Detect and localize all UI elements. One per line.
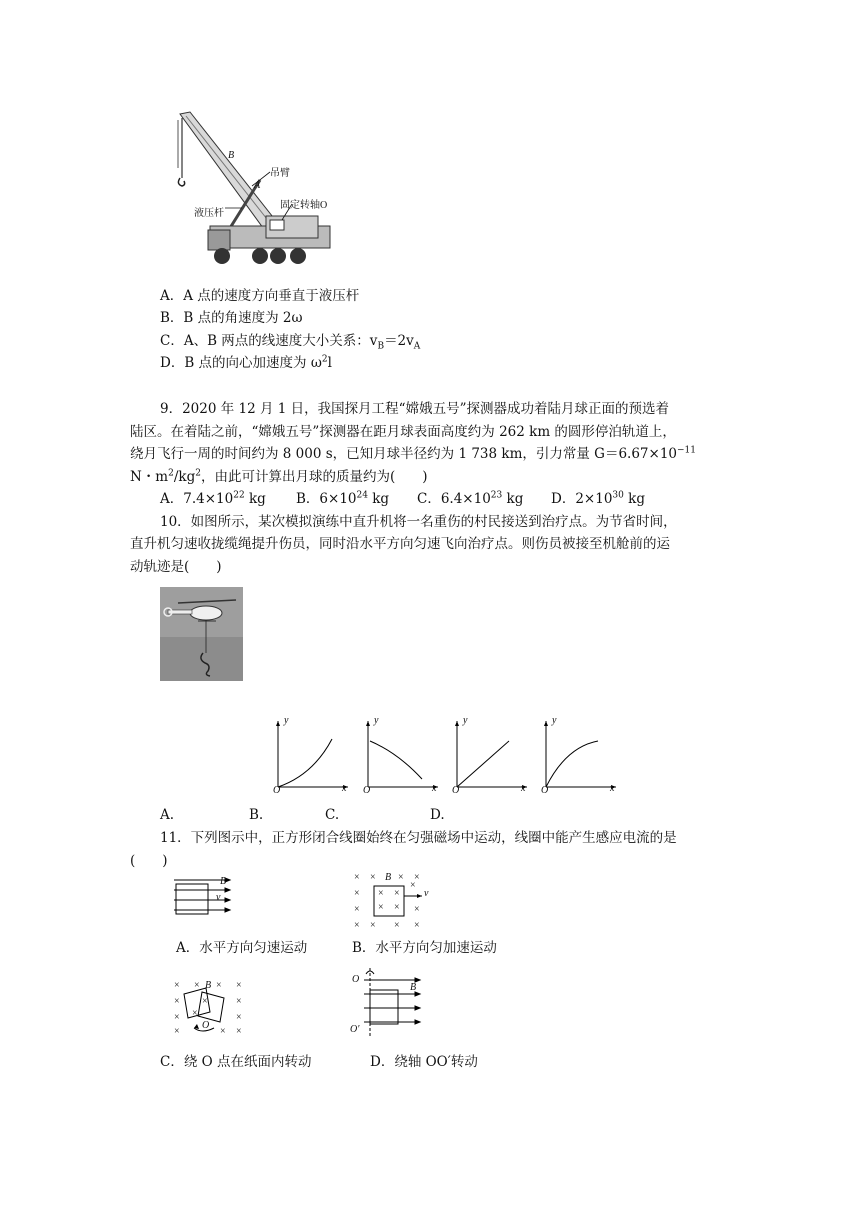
fig-b-cross: × xyxy=(378,888,384,899)
coil-figure-b xyxy=(350,870,440,932)
fig-c-cross: × xyxy=(236,1012,242,1023)
trajectory-graph-b xyxy=(358,715,442,799)
trajectory-graph-c xyxy=(447,715,531,799)
fig-c-cross: × xyxy=(236,1026,242,1037)
q9-option-d: D．$2\times 10^{30}$ kg xyxy=(551,490,645,507)
fig-c-cross: × xyxy=(174,1012,180,1023)
q11-line-1: 11．下列图示中，正方形闭合线圈始终在匀强磁场中运动，线圈中能产生感应电流的是 xyxy=(160,830,677,846)
q10-line-1: 10．如图所示，某次模拟演练中直升机将一名重伤的村民接送到治疗点。为节省时间， xyxy=(160,514,677,530)
q11-option-d: D．绕轴 OO′转动 xyxy=(370,1054,478,1070)
graph-b-origin: O xyxy=(363,785,371,796)
trajectory-graph-a xyxy=(268,715,352,799)
fig-a-b-label: B xyxy=(220,876,227,887)
fig-b-cross: × xyxy=(398,872,404,883)
coil-figure-d xyxy=(350,966,430,1040)
fig-c-cross: × xyxy=(174,980,180,991)
fig-c-b-label: B xyxy=(205,980,212,991)
graph-a-y-label: y xyxy=(284,715,289,726)
fig-b-cross: × xyxy=(354,920,360,931)
fig-b-cross: × xyxy=(370,920,376,931)
crane-figure xyxy=(170,108,345,273)
q11-option-c: C．绕 O 点在纸面内转动 xyxy=(160,1054,312,1070)
q9-line-1: 9．2020 年 12 月 1 日，我国探月工程“嫦娥五号”探测器成功着陆月球正面的预选着 xyxy=(160,401,669,417)
graph-b-x-label: x xyxy=(432,783,437,794)
fig-c-cross: × xyxy=(236,980,242,991)
fig-c-cross: × xyxy=(194,980,200,991)
fig-b-cross: × xyxy=(410,880,416,891)
crane-label-rod: 液压杆 xyxy=(194,208,224,219)
fig-a-v-label: v xyxy=(216,892,221,903)
fig-c-cross: × xyxy=(216,980,222,991)
crane-label-b: B xyxy=(228,150,235,161)
q8-option-a: A．A 点的速度方向垂直于液压杆 xyxy=(160,288,360,304)
fig-b-cross: × xyxy=(370,872,376,883)
q11-option-b: B．水平方向匀加速运动 xyxy=(352,940,497,956)
coil-figure-a xyxy=(170,872,240,922)
fig-c-cross: × xyxy=(236,996,242,1007)
q8-option-b: B．B 点的角速度为 2ω xyxy=(160,310,303,326)
q10-option-a-label: A. xyxy=(160,807,175,823)
graph-a-origin: O xyxy=(273,785,281,796)
fig-b-cross: × xyxy=(378,902,384,913)
fig-b-cross: × xyxy=(354,888,360,899)
fig-b-cross: × xyxy=(414,904,420,915)
graph-d-origin: O xyxy=(541,785,549,796)
fig-d-o-label: O xyxy=(352,974,360,985)
fig-b-cross: × xyxy=(394,920,400,931)
q10-line-3: 动轨迹是( ) xyxy=(130,559,222,575)
q10-option-c-label: C. xyxy=(325,807,340,823)
fig-d-b-label: B xyxy=(410,982,417,993)
fig-c-cross: × xyxy=(192,1008,198,1019)
graph-c-x-label: x xyxy=(521,783,526,794)
fig-b-cross: × xyxy=(354,872,360,883)
fig-b-cross: × xyxy=(414,920,420,931)
fig-c-o-label: O xyxy=(202,1020,210,1031)
coil-figure-c xyxy=(172,978,252,1040)
trajectory-graph-d xyxy=(536,715,620,799)
graph-a-x-label: x xyxy=(342,783,347,794)
fig-b-cross: × xyxy=(394,902,400,913)
graph-b-y-label: y xyxy=(374,715,379,726)
helicopter-image xyxy=(160,587,243,681)
fig-c-cross: × xyxy=(174,996,180,1007)
helicopter-drawing xyxy=(160,587,243,681)
fig-b-v-label: v xyxy=(424,888,429,899)
graph-c-origin: O xyxy=(452,785,460,796)
q9-option-c: C．$6.4\times 10^{23}$ kg xyxy=(417,490,524,507)
fig-d-o2-label: O′ xyxy=(350,1024,360,1035)
crane-label-a: A xyxy=(254,180,261,191)
q11-line-2: ( ) xyxy=(130,853,168,869)
q8-option-c: C．A、B 两点的线速度大小关系：$v_B=2v_A$ xyxy=(160,333,421,352)
q11-option-a: A．水平方向匀速运动 xyxy=(176,940,308,956)
fig-b-cross: × xyxy=(394,888,400,899)
graph-d-x-label: x xyxy=(610,783,615,794)
crane-label-boom: 吊臂 xyxy=(270,168,290,179)
q9-line-4: N・$m^2/kg^2$，由此可计算出月球的质量约为( ) xyxy=(130,468,428,485)
q9-option-b: B．$6\times 10^{24}$ kg xyxy=(296,490,390,507)
q9-line-3: 绕月飞行一周的时间约为 8 000 s，已知月球半径约为 1 738 km，引力常量 $G=6.67\times 10^{-11}$ xyxy=(130,445,696,462)
q9-line-2: 陆区。在着陆之前，“嫦娥五号”探测器在距月球表面高度约为 262 km 的圆形停泊轨道上， xyxy=(130,424,676,440)
q10-option-d-label: D. xyxy=(430,807,445,823)
graph-d-y-label: y xyxy=(552,715,557,726)
fig-b-cross: × xyxy=(354,904,360,915)
crane-label-axis: 固定转轴O xyxy=(280,200,328,211)
fig-b-b-label: B xyxy=(385,872,392,883)
fig-c-cross: × xyxy=(202,996,208,1007)
q10-option-b-label: B. xyxy=(249,807,264,823)
graph-c-y-label: y xyxy=(463,715,468,726)
q10-line-2: 直升机匀速收拢缆绳提升伤员，同时沿水平方向匀速飞向治疗点。则伤员被接至机舱前的运 xyxy=(130,536,670,552)
fig-c-cross: × xyxy=(220,1026,226,1037)
fig-c-cross: × xyxy=(174,1026,180,1037)
q8-option-d: D．B 点的向心加速度为 $\omega^2l$ xyxy=(160,354,332,371)
fig-b-cross: × xyxy=(414,872,420,883)
q9-option-a: A．$7.4\times 10^{22}$ kg xyxy=(160,490,266,507)
